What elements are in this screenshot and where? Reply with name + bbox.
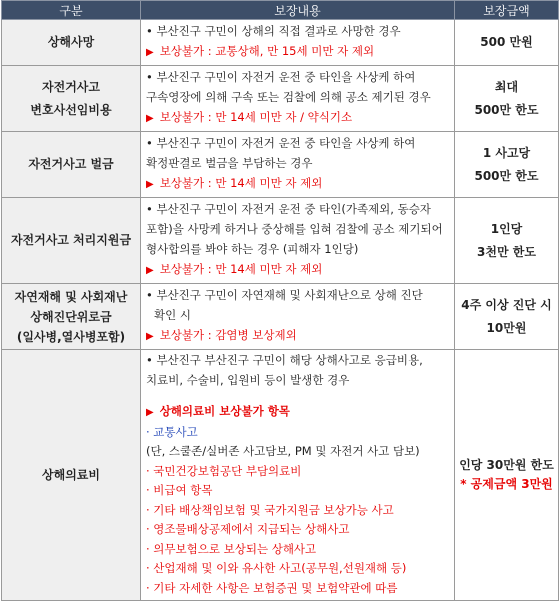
table-row [2,350,559,601]
exclusion-item: · 산업재해 및 이와 유사한 사고(공무원,선원재해 등) [146,561,407,575]
row-description: • 부산진구 구민이 자연재해 및 사회재난으로 상해 진단 확인 시 ▶ 보상불가 : 감염병 보상제외 [141,284,455,350]
table-row [2,284,559,350]
row-category: 자연재해 및 사회재난 상해진단위로금 (일사병,열사병포함) [2,284,141,350]
exclusion-note: ▶ 보상불가 : 감염병 보상제외 [146,328,297,342]
table-header-row [2,1,559,20]
row-category: 자전거사고 벌금 [2,132,141,198]
row-amount: 4주 이상 진단 시 10만원 [455,284,559,350]
exclusion-item: · 의무보험으로 보상되는 상해사고 [146,541,317,556]
arrow-right-icon: ▶ [146,407,154,418]
arrow-right-icon: ▶ [146,47,154,58]
exclusion-note: ▶ 보상불가 : 만 14세 미만 자 제외 [146,176,323,190]
arrow-right-icon: ▶ [146,179,154,190]
arrow-right-icon: ▶ [146,113,154,124]
header-category: 구분 [2,1,141,20]
exclusion-item: · 비급여 항목 [146,483,213,497]
row-description: • 부산진구 구민이 상해의 직접 결과로 사망한 경우 ▶ 보상불가 : 교통상해, 만 15세 미만 자 제외 [141,20,455,66]
row-amount: 인당 30만원 한도 * 공제금액 3만원 [455,350,559,601]
table-row [2,20,559,66]
row-category: 자전거사고 변호사선임비용 [2,66,141,132]
exclusion-title: ▶ 상해의료비 보상불가 항목 [146,404,290,418]
exclusion-item: · 기타 배상책임보험 및 국가지원금 보상가능 사고 [146,502,394,517]
coverage-table [1,0,559,601]
exclusion-note: ▶ 보상불가 : 만 14세 미만 자 제외 [146,262,323,276]
table-row [2,198,559,284]
row-amount: 최대 500만 한도 [455,66,559,132]
row-description: • 부산진구 구민이 자전거 운전 중 타인을 사상케 하여 확정판결로 벌금을 부담하는 경우 ▶ 보상불가 : 만 14세 미만 자 제외 [141,132,455,198]
arrow-right-icon: ▶ [146,265,154,276]
header-amount: 보장금액 [455,1,559,20]
table-row [2,132,559,198]
exclusion-item: (단, 스쿨존/실버존 사고담보, PM 및 자전거 사고 담보) [146,444,420,458]
exclusion-note: ▶ 보상불가 : 만 14세 미만 자 / 약식기소 [146,110,353,124]
row-description: • 부산진구 부산진구 구민이 해당 상해사고로 응급비용, 치료비, 수술비, 입원비 등이 발생한 경우 ▶ 상해의료비 보상불가 항목 · 교통사고 (단, 스쿨존/실버존 사고담보, PM 및 자전거 사고 담보) · 국민건강보험공단 부담의료비 · 비급여 항목 · 기타 배상책임보험 및 국가지원금 보상가능 사고 · 영조물배상공제에서 지급되는 상해사고 · 의무보험으로 보상되는 상해사고 · 산업재해 및 이와 유사한 사고(공무원,선원재해 등) · 기타 자세한 사항은 보험증권 및 보험약관에 따름 [141,350,455,601]
row-description: • 부산진구 구민이 자전거 운전 중 타인(가족제외, 동승자 포함)을 사망케 하거나 중상해를 입혀 검찰에 공소 제기되어 형사합의를 봐야 하는 경우 (피해자 1인당) ▶ 보상불가 : 만 14세 미만 자 제외 [141,198,455,284]
arrow-right-icon: ▶ [146,331,154,342]
header-coverage: 보장내용 [141,1,455,20]
table-row [2,66,559,132]
exclusion-note: ▶ 보상불가 : 교통상해, 만 15세 미만 자 제외 [146,44,375,58]
exclusion-item: · 국민건강보험공단 부담의료비 [146,463,302,478]
row-amount: 1인당 3천만 한도 [455,198,559,284]
row-amount: 1 사고당 500만 한도 [455,132,559,198]
row-category: 자전거사고 처리지원금 [2,198,141,284]
row-amount: 500 만원 [455,20,559,66]
deductible-note: * 공제금액 3만원 [460,477,553,491]
exclusion-item: · 기타 자세한 사항은 보험증권 및 보험약관에 따름 [146,580,398,595]
row-description: • 부산진구 구민이 자전거 운전 중 타인을 사상케 하여 구속영장에 의해 구속 또는 검찰에 의해 공소 제기된 경우 ▶ 보상불가 : 만 14세 미만 자 / 약식기소 [141,66,455,132]
row-category: 상해사망 [2,20,141,66]
exclusion-item: · 교통사고 [146,424,198,439]
exclusion-item: · 영조물배상공제에서 지급되는 상해사고 [146,522,350,536]
row-category: 상해의료비 [2,350,141,601]
